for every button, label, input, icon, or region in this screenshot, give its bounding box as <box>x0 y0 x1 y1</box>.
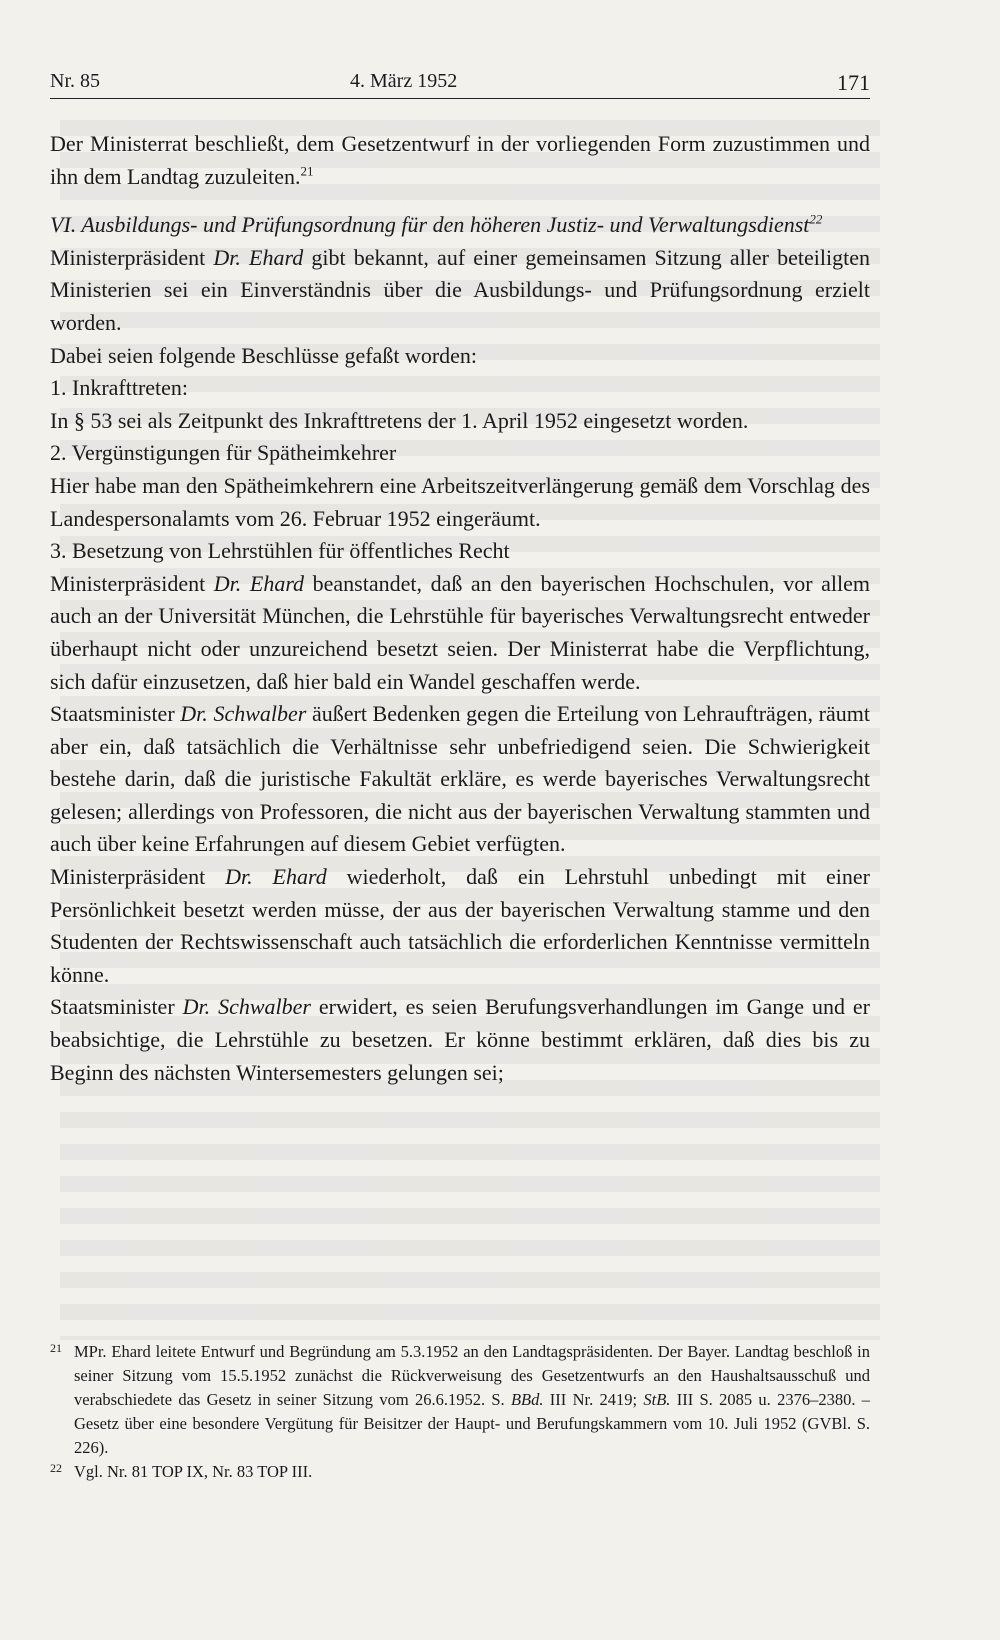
section-heading: VI. Ausbildungs- und Prüfungsordnung für den höheren Justiz- und Verwaltungsdienst$^{22}$ <box>50 211 823 238</box>
speaker-name: Dr. Schwalber <box>180 701 307 727</box>
page-number: 171 <box>837 70 870 95</box>
footnote-number: 22 <box>50 1461 62 1475</box>
document-number: Nr. 85 <box>50 70 100 92</box>
item-1-title: 1. Inkrafttreten: <box>50 375 189 401</box>
paragraph-schwalber-concerns: Staatsminister Dr. Schwalber äußert Bedenken gegen die Erteilung von Lehraufträgen, räumt aber ein, daß tatsächlich die Verhältnisse sehr unbefriedigend seien. Die Schwierigkeit bestehe darin, daß die juristische Fakultät erkläre, es werde bayerisches Verwaltungsrecht gelesen; allerdings von Professoren, die nicht aus der bayerischen Verwaltung stammten und auch über keine Erfahrungen auf diesem Gebiet verfügten. <box>50 701 871 857</box>
footnote-ref-22: 22 <box>809 211 823 227</box>
running-header <box>50 70 870 99</box>
header-date: 4. März 1952 <box>350 70 458 92</box>
footnote-21: 21 MPr. Ehard leitete Entwurf und Begründung am 5.3.1952 an den Landtagspräsidenten. Der Bayer. Landtag beschloß in seiner Sitzung vom 15.5.1952 zunächst die Rückverweisung des Gesetzentwurfs an den Haushaltsausschuß und verabschiedete das Gesetz in seiner Sitzung vom 26.6.1952. S. BBd. III Nr. 2419; StB. III S. 2085 u. 2376–2380. – Gesetz über eine besondere Vergütung für Beisitzer der Haupt- und Berufungskammern vom 10. Juli 1952 (GVBl. S. 226). <box>50 1340 870 1460</box>
paragraph-decisions-intro: Dabei seien folgende Beschlüsse gefaßt worden: <box>50 342 478 368</box>
paragraph-schwalber-reply: Staatsminister Dr. Schwalber erwidert, es seien Berufungsverhandlungen im Gange und er beabsichtige, die Lehrstühle zu besetzen. Er könne bestimmt erklären, daß dies bis zu Beginn des nächsten Wintersemesters gelungen sei; <box>50 994 870 1085</box>
item-2-title: 2. Vergünstigungen für Spätheimkehrer <box>50 440 397 466</box>
footnote-22: 22 Vgl. Nr. 81 TOP IX, Nr. 83 TOP III. <box>50 1460 870 1484</box>
speaker-name: Dr. Ehard <box>225 864 327 890</box>
main-text <box>50 128 870 1089</box>
footnotes <box>50 1340 870 1484</box>
item-2-text: Hier habe man den Spätheimkehrern eine Arbeitszeitverlängerung gemäß dem Vorschlag des Landespersonalamts vom 26. Februar 1952 eingeräumt. <box>50 472 870 531</box>
speaker-name: Dr. Ehard <box>213 570 305 596</box>
paragraph-ehard-objection: Ministerpräsident Dr. Ehard beanstandet, daß an den bayerischen Hochschulen, vor allem auch an der Universität München, die Lehrstühle für bayerisches Verwaltungsrecht entweder überhaupt nicht oder unzureichend besetzt seien. Der Ministerrat habe die Verpflichtung, sich dafür einzusetzen, daß hier bald ein Wandel geschaffen werde. <box>50 570 870 694</box>
footnote-ref-21: 21 <box>300 163 314 179</box>
paragraph-ehard-announcement: Ministerpräsident Dr. Ehard gibt bekannt, auf einer gemeinsamen Sitzung aller beteiligten Ministerien sei ein Einverständnis über die Ausbildungs- und Prüfungsordnung erzielt worden. <box>50 244 870 335</box>
item-3-title: 3. Besetzung von Lehrstühlen für öffentliches Recht <box>50 538 510 564</box>
speaker-name: Dr. Schwalber <box>182 994 311 1020</box>
paragraph-ehard-repeat: Ministerpräsident Dr. Ehard wiederholt, daß ein Lehrstuhl unbedingt mit einer Persönlichkeit besetzt werden müsse, der aus der bayerischen Verwaltung stamme und den Studenten der Rechtswissenschaft auch tatsächlich die erforderlichen Kenntnisse vermitteln könne. <box>50 864 870 987</box>
footnote-number: 21 <box>50 1341 62 1355</box>
speaker-name: Dr. Ehard <box>213 244 304 270</box>
item-1-text: In § 53 sei als Zeitpunkt des Inkrafttretens der 1. April 1952 eingesetzt worden. <box>50 407 749 433</box>
paragraph-resolution: Der Ministerrat beschließt, dem Gesetzentwurf in der vorliegenden Form zuzustimmen und ihn dem Landtag zuzuleiten.$^{21}$ <box>50 131 870 189</box>
